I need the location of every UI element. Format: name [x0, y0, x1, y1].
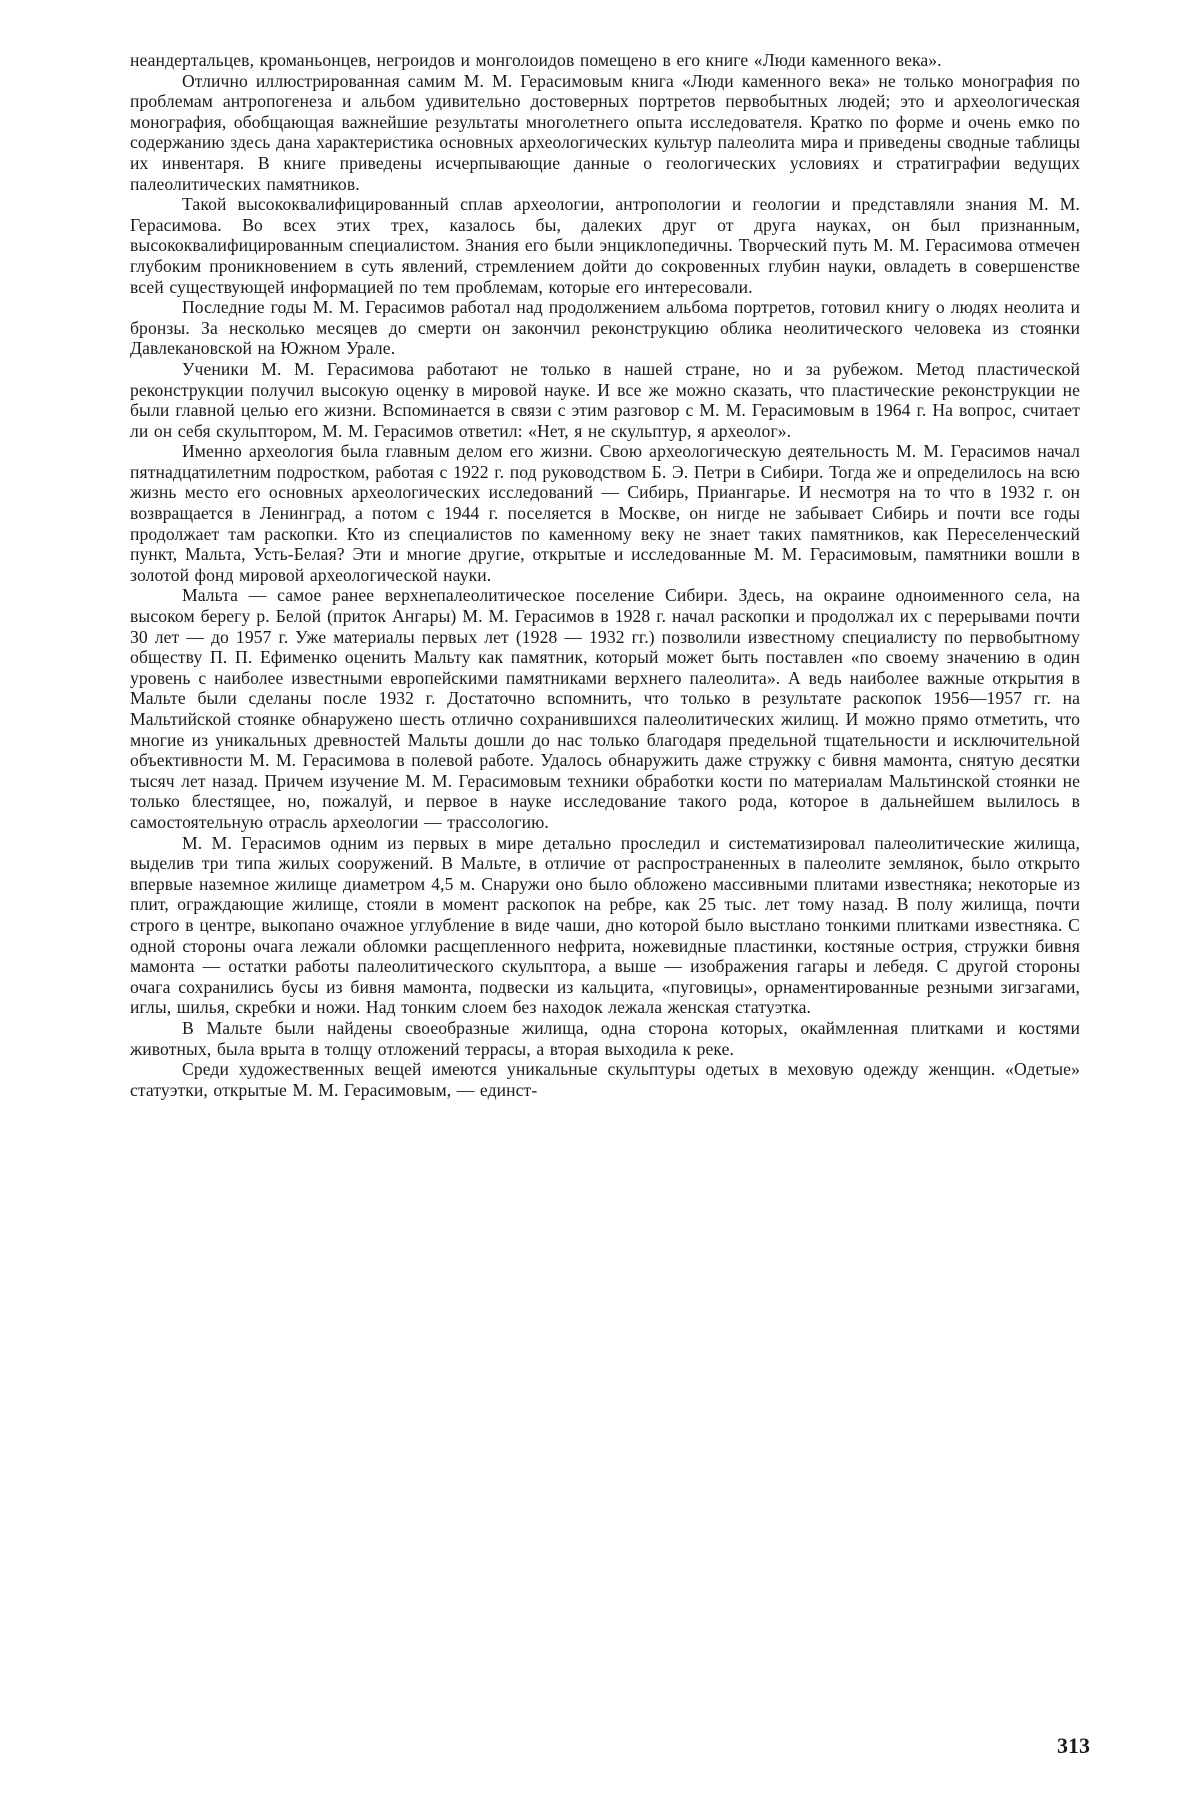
page-number: 313 [1057, 1733, 1090, 1758]
paragraph-2: Отлично иллюстрированная самим М. М. Герасимовым книга «Люди каменного века» не только монография по проблемам антропогенеза и альбом удивительно достоверных портретов первобытных людей; это и археологическая монография, обобщающая важнейшие результаты многолетнего опыта исследователя. Кратко по форме и очень емко по содержанию здесь дана характеристика основных археологических культур палеолита мира и приведены сводные таблицы их инвентаря. В книге приведены исчерпывающие данные о геологических условиях и стратиграфии ведущих палеолитических памятников. [130, 70, 1080, 194]
paragraph-5: Ученики М. М. Герасимова работают не только в нашей стране, но и за рубежом. Метод пластической реконструкции получил высокую оценку в мировой науке. И все же можно сказать, что пластические реконструкции не были главной целью его жизни. Вспоминается в связи с этим разговор с М. М. Герасимовым в 1964 г. На вопрос, считает ли он себя скульптором, М. М. Герасимов ответил: «Нет, я не скульптур, я археолог». [130, 358, 1080, 441]
paragraph-6: Именно археология была главным делом его жизни. Свою археологическую деятельность М. М. Герасимов начал пятнадцатилетним подростком, работая с 1922 г. под руководством Б. Э. Петри в Сибири. Тогда же и определилось на всю жизнь место его основных археологических исследований — Сибирь, Приангарье. И несмотря на то что в 1932 г. он возвращается в Ленинград, а потом с 1944 г. поселяется в Москве, он нигде не забывает Сибирь и почти все годы продолжает там раскопки. Кто из специалистов по каменному веку не знает таких памятников, как Переселенческий пункт, Мальта, Усть-Белая? Эти и многие другие, открытые и исследованные М. М. Герасимовым, памятники вошли в золотой фонд мировой археологической науки. [130, 441, 1080, 585]
paragraph-8: М. М. Герасимов одним из первых в мире детально проследил и систематизировал палеолитические жилища, выделив три типа жилых сооружений. В Мальте, в отличие от распространенных в палеолите землянок, было открыто впервые наземное жилище диаметром 4,5 м. Снаружи оно было обложено массивными плитами известняка; некоторые из плит, ограждающие жилище, стояли в момент раскопок на ребре, как 25 тыс. лет тому назад. В полу жилища, почти строго в центре, выкопано очажное углубление в виде чаши, дно которой было выстлано тонкими плитками известняка. С одной стороны очага лежали обломки расщепленного нефрита, ножевидные пластинки, костяные острия, стружки бивня мамонта — остатки работы палеолитического скульптора, а выше — изображения гагары и лебедя. С другой стороны очага сохранились бусы из бивня мамонта, подвески из кальцита, «пуговицы», орнаментированные резными зигзагами, иглы, шилья, скребки и ножи. Над тонким слоем без находок лежала женская статуэтка. [130, 832, 1080, 1018]
paragraph-7: Мальта — самое ранее верхнепалеолитическое поселение Сибири. Здесь, на окраине одноименного села, на высоком берегу р. Белой (приток Ангары) М. М. Герасимов в 1928 г. начал раскопки и продолжал их с перерывами почти 30 лет — до 1957 г. Уже материалы первых лет (1928 — 1932 гг.) позволили известному специалисту по первобытному обществу П. П. Ефименко оценить Мальту как памятник, который может быть поставлен «по своему значению в один уровень с наиболее известными европейскими памятниками верхнего палеолита». А ведь наиболее важные открытия в Мальте были сделаны после 1932 г. Достаточно вспомнить, что только в результате раскопок 1956—1957 гг. на Мальтийской стоянке обнаружено шесть отлично сохранившихся палеолитических жилищ. И можно прямо отметить, что многие из уникальных древностей Мальты дошли до нас только благодаря предельной тщательности и исключительной объективности М. М. Герасимова в полевой работе. Удалось обнаружить даже стружку с бивня мамонта, снятую десятки тысяч лет назад. Причем изучение М. М. Герасимовым техники обработки кости по материалам Мальтинской стоянки не только блестящее, но, пожалуй, и первое в науке исследование такого рода, которое в дальнейшем вылилось в самостоятельную отрасль археологии — трассологию. [130, 585, 1080, 832]
page-body [130, 50, 1080, 1100]
paragraph-3: Такой высококвалифицированный сплав археологии, антропологии и геологии и представляли знания М. М. Герасимова. Во всех этих трех, казалось бы, далеких друг от друга науках, он был признанным, высококвалифицированным специалистом. Знания его были энциклопедичны. Творческий путь М. М. Герасимова отмечен глубоким проникновением в суть явлений, стремлением дойти до сокровенных глубин науки, овладеть в совершенстве всей существующей информацией по тем проблемам, которые его интересовали. [130, 194, 1080, 297]
paragraph-1: неандертальцев, кроманьонцев, негроидов и монголоидов помещено в его книге «Люди каменного века». [130, 50, 942, 70]
paragraph-9: В Мальте были найдены своеобразные жилища, одна сторона которых, окаймленная плитками и костями животных, была врыта в толщу отложений террасы, а вторая выходила к реке. [130, 1017, 1080, 1059]
paragraph-10: Среди художественных вещей имеются уникальные скульптуры одетых в меховую одежду женщин. «Одетые» статуэтки, открытые М. М. Герасимовым, — единст- [130, 1059, 1080, 1100]
paragraph-4: Последние годы М. М. Герасимов работал над продолжением альбома портретов, готовил книгу о людях неолита и бронзы. За несколько месяцев до смерти он закончил реконструкцию облика неолитического человека из стоянки Давлекановской на Южном Урале. [130, 297, 1080, 359]
